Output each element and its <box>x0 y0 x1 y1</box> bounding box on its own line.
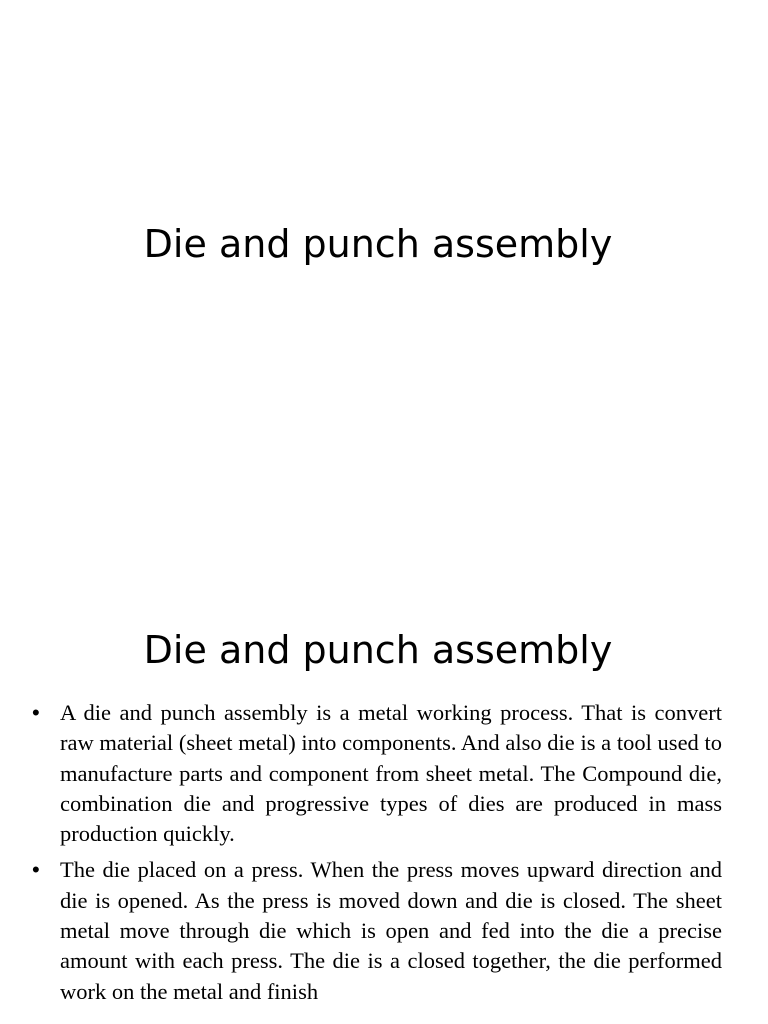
slide-1-title: Die and punch assembly <box>143 222 613 266</box>
bullet-text: A die and punch assembly is a metal working process. That is convert raw material (sheet metal) into components. And also die is a tool used to manufacture parts and component from sheet metal. The Compound die, combination die and progressive types of dies are produced in mass production quickly. <box>60 700 722 847</box>
bullet-list <box>0 698 768 1013</box>
bullet-text: The die placed on a press. When the press moves upward direction and die is opened. As the press is moved down and die is closed. The sheet metal move through die which is open and fed into the die a precise amount with each press. The die is a closed together, the die performed work on the metal and finish <box>60 857 722 1004</box>
slide-2-title: Die and punch assembly <box>143 628 613 672</box>
bullet-icon: • <box>32 700 40 725</box>
bullet-item <box>32 698 722 849</box>
bullet-item <box>32 855 722 1006</box>
bullet-icon: • <box>32 857 40 883</box>
